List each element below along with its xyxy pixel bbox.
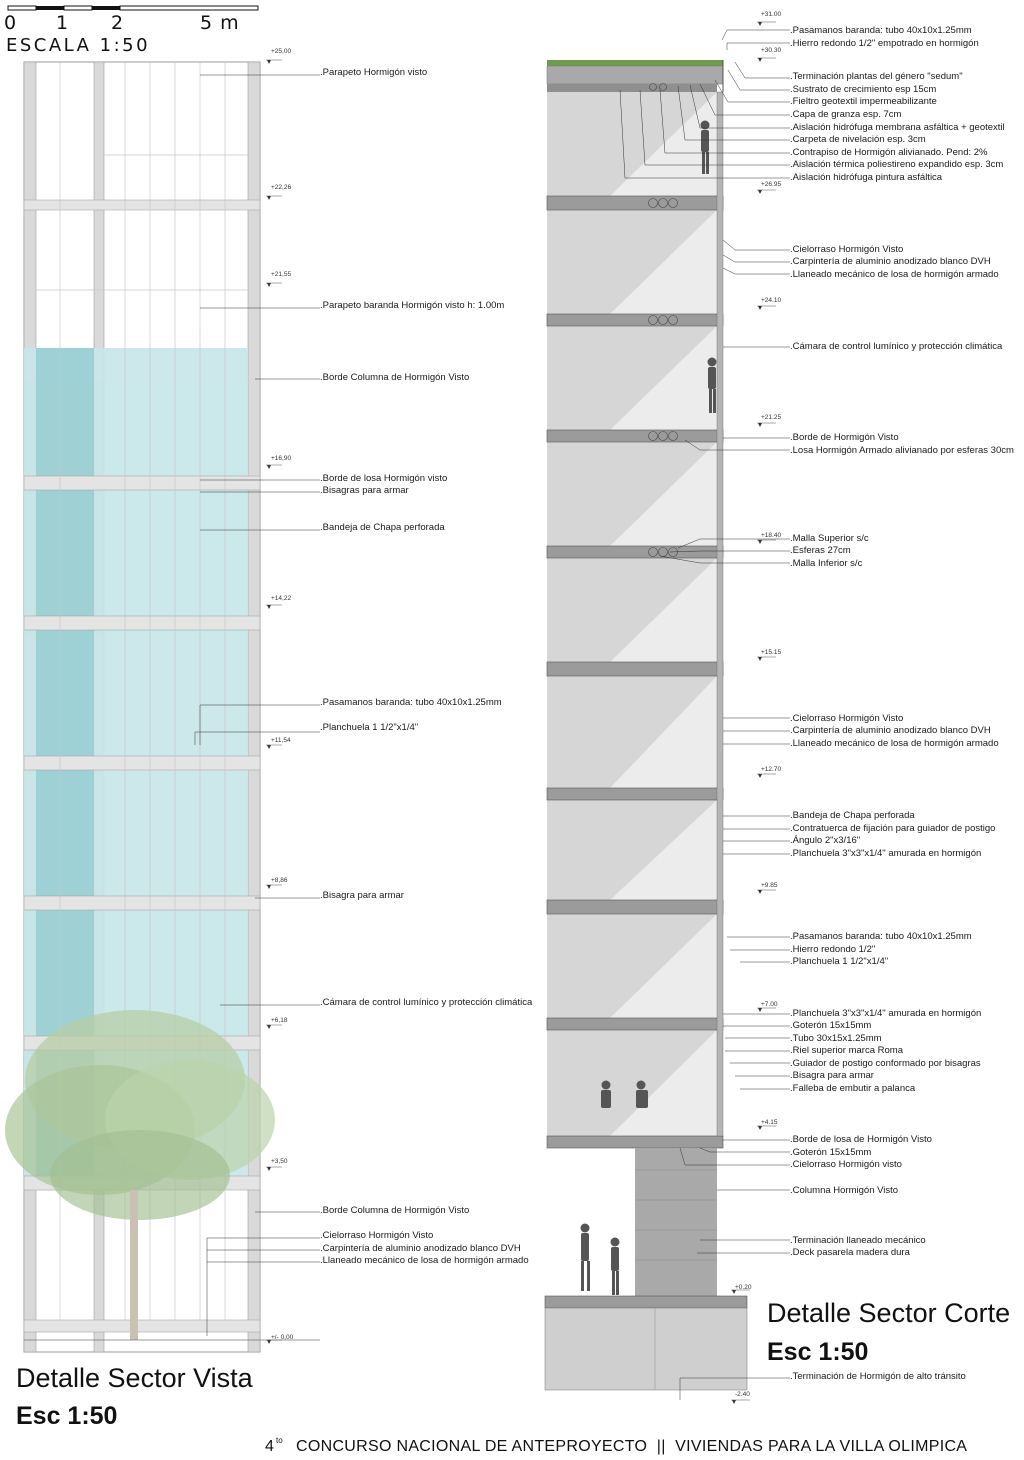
- corte-label: .Llaneado mecánico de losa de hormigón armado: [790, 269, 999, 280]
- level-corte-7: +12.70: [761, 766, 782, 773]
- scale-tick-1: 1: [56, 12, 70, 34]
- corte-label: .Contrapiso de Hormigón alivianado. Pend: 2%: [790, 147, 988, 158]
- level-corte-0: +31.00: [761, 11, 782, 18]
- corte-label: .Falleba de embutir a palanca: [790, 1083, 916, 1094]
- corte-label: .Aislación térmica poliestireno expandido esp. 3cm: [790, 159, 1004, 170]
- footer-number: 4: [265, 1438, 275, 1455]
- vista-levels: [266, 48, 294, 1344]
- level-vista-3: +16,90: [271, 455, 292, 462]
- level-corte-4: +21.25: [761, 414, 782, 421]
- vista-label: .Carpintería de aluminio anodizado blanco DVH: [320, 1243, 521, 1254]
- level-corte-1: +30.30: [761, 47, 782, 54]
- corte-label: .Sustrato de crecimiento esp 15cm: [790, 84, 937, 95]
- level-corte-6: +15.15: [761, 649, 782, 656]
- scale-tick-5m: 5 m: [200, 12, 240, 34]
- vista-label: .Cámara de control lumínico y protección climática: [320, 997, 533, 1008]
- level-vista-2: +21,55: [271, 271, 292, 278]
- vista-label: .Borde de losa Hormigón visto: [320, 473, 448, 484]
- corte-labels: [790, 25, 1014, 1382]
- corte-label: .Planchuela 3"x3"x1/4" amurada en hormigón: [790, 848, 982, 859]
- corte-label: .Llaneado mecánico de losa de hormigón armado: [790, 738, 999, 749]
- corte-label: .Planchuela 3"x3"x1/4" amurada en hormigón: [790, 1008, 982, 1019]
- corte-label: .Aislación hidrófuga membrana asfáltica + geotextil: [790, 122, 1005, 133]
- level-vista-8: +3,50: [271, 1158, 288, 1165]
- corte-levels: [731, 11, 781, 1404]
- corte-section: [545, 60, 747, 1390]
- footer-superscript: to: [276, 1436, 283, 1445]
- corte-label: .Goterón 15x15mm: [790, 1020, 872, 1031]
- corte-label: .Carpintería de aluminio anodizado blanco DVH: [790, 725, 991, 736]
- vista-label: .Parapeto Hormigón visto: [320, 67, 428, 78]
- vista-label: .Bisagras para armar: [320, 485, 409, 496]
- level-corte-11: +0.20: [735, 1284, 752, 1291]
- vista-label: .Parapeto baranda Hormigón visto h: 1.00m: [320, 300, 505, 311]
- corte-label: .Ángulo 2"x3/16": [790, 835, 861, 846]
- corte-label: .Columna Hormigón Visto: [790, 1185, 899, 1196]
- corte-label: .Pasamanos baranda: tubo 40x10x1.25mm: [790, 25, 972, 36]
- vista-label: .Pasamanos baranda: tubo 40x10x1.25mm: [320, 697, 502, 708]
- corte-label: .Losa Hormigón Armado alivianado por esferas 30cm: [790, 445, 1014, 456]
- corte-label: .Borde de Hormigón Visto: [790, 432, 899, 443]
- vista-label: .Bisagra para armar: [320, 890, 404, 901]
- level-corte-9: +7.00: [761, 1001, 778, 1008]
- corte-label: .Goterón 15x15mm: [790, 1147, 872, 1158]
- corte-label: .Guiador de postigo conformado por bisagras: [790, 1058, 981, 1069]
- vista-title: Detalle Sector Vista: [16, 1363, 253, 1393]
- green-roof: [547, 60, 723, 66]
- vista-label: .Llaneado mecánico de losa de hormigón armado: [320, 1255, 529, 1266]
- corte-label: .Deck pasarela madera dura: [790, 1247, 910, 1258]
- vista-label: .Borde Columna de Hormigón Visto: [320, 372, 470, 383]
- scale-bar: [4, 6, 258, 56]
- corte-label: .Bisagra para armar: [790, 1070, 874, 1081]
- vista-label: .Planchuela 1 1/2"x1/4": [320, 722, 419, 733]
- corte-label: .Tubo 30x15x1.25mm: [790, 1033, 882, 1044]
- scale-tick-2: 2: [111, 12, 125, 34]
- level-corte-3: +24.10: [761, 297, 782, 304]
- facade-screen: [717, 92, 723, 1136]
- corte-scale: Esc 1:50: [767, 1338, 869, 1366]
- corte-label: .Cielorraso Hormigón visto: [790, 1159, 902, 1170]
- corte-label: .Riel superior marca Roma: [790, 1045, 903, 1056]
- footer: [265, 1436, 967, 1455]
- corte-label: .Pasamanos baranda: tubo 40x10x1.25mm: [790, 931, 972, 942]
- level-vista-9: +/- 0,00: [271, 1334, 294, 1341]
- scale-tick-0: 0: [4, 12, 18, 34]
- corte-label: .Fieltro geotextil impermeabilizante: [790, 96, 937, 107]
- corte-label: .Terminación de Hormigón de alto tránsito: [790, 1371, 966, 1382]
- scale-caption: ESCALA 1:50: [6, 35, 151, 56]
- vista-label: .Cielorraso Hormigón Visto: [320, 1230, 434, 1241]
- corte-label: .Carpintería de aluminio anodizado blanco DVH: [790, 256, 991, 267]
- vista-label: .Borde Columna de Hormigón Visto: [320, 1205, 470, 1216]
- level-corte-2: +26.95: [761, 181, 782, 188]
- corte-label: .Terminación plantas del género "sedum": [790, 71, 963, 82]
- level-corte-8: +9.85: [761, 882, 778, 889]
- corte-label: .Borde de losa de Hormigón Visto: [790, 1134, 932, 1145]
- corte-label: .Cámara de control lumínico y protección climática: [790, 341, 1003, 352]
- corte-label: .Carpeta de nivelación esp. 3cm: [790, 134, 926, 145]
- vista-scale: Esc 1:50: [16, 1402, 118, 1430]
- corte-label: .Contratuerca de fijación para guiador de postigo: [790, 823, 996, 834]
- level-vista-4: +14,22: [271, 595, 292, 602]
- corte-title: Detalle Sector Corte: [767, 1298, 1011, 1328]
- level-vista-5: +11,54: [271, 737, 291, 744]
- corte-label: .Terminación llaneado mecánico: [790, 1235, 926, 1246]
- corte-label: .Cielorraso Hormigón Visto: [790, 244, 904, 255]
- level-corte-12: -2.40: [735, 1391, 750, 1398]
- corte-label: .Hierro redondo 1/2": [790, 944, 876, 955]
- level-corte-5: +18.40: [761, 532, 782, 539]
- level-vista-0: +25,00: [271, 48, 292, 55]
- level-vista-7: +6,18: [271, 1017, 288, 1024]
- corte-label: .Bandeja de Chapa perforada: [790, 810, 915, 821]
- level-vista-6: +8,86: [271, 877, 288, 884]
- vista-labels: [320, 67, 533, 1266]
- vista-label: .Bandeja de Chapa perforada: [320, 522, 445, 533]
- corte-label: .Malla Superior s/c: [790, 533, 869, 544]
- level-corte-10: +4.15: [761, 1119, 778, 1126]
- corte-label: .Esferas 27cm: [790, 545, 851, 556]
- footer-text: CONCURSO NACIONAL DE ANTEPROYECTO || VIVIENDAS PARA LA VILLA OLIMPICA: [296, 1438, 968, 1455]
- corte-label: .Hierro redondo 1/2" empotrado en hormigón: [790, 38, 979, 49]
- corte-label: .Malla Inferior s/c: [790, 558, 863, 569]
- corte-label: .Capa de granza esp. 7cm: [790, 109, 902, 120]
- corte-label: .Cielorraso Hormigón Visto: [790, 713, 904, 724]
- level-vista-1: +22,26: [271, 184, 292, 191]
- corte-label: .Planchuela 1 1/2"x1/4": [790, 956, 889, 967]
- corte-label: .Aislación hidrófuga pintura asfáltica: [790, 172, 943, 183]
